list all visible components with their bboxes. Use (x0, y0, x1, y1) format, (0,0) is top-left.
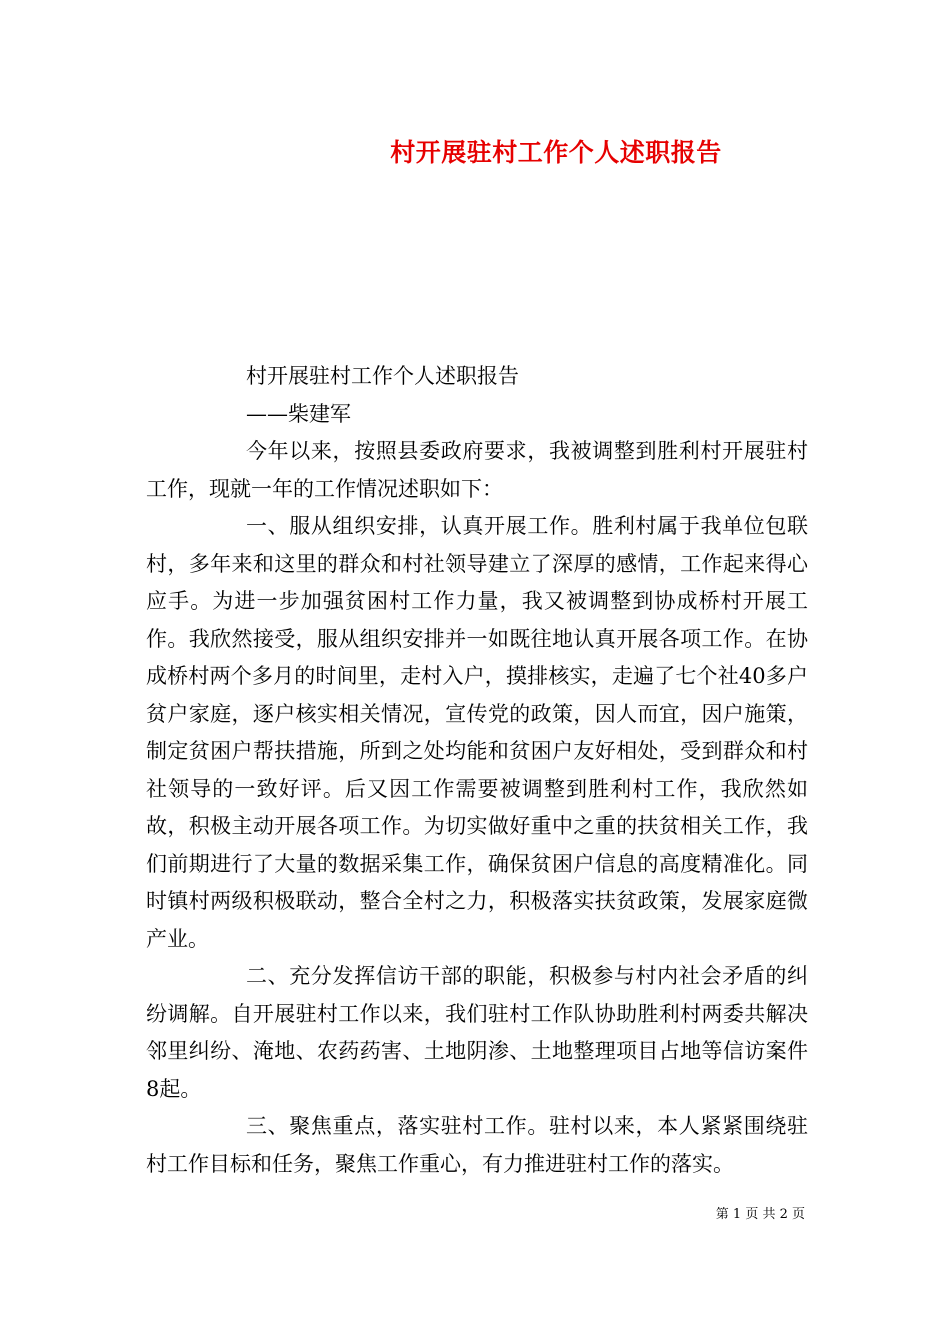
document-author: ——柴建军 (246, 401, 351, 426)
document-header-title: 村开展驻村工作个人述职报告 (390, 138, 722, 167)
page-number-footer: 第 1 页 共 2 页 (715, 1207, 805, 1222)
document-subtitle: 村开展驻村工作个人述职报告 (246, 364, 519, 388)
paragraph-section-3: 三、聚焦重点，落实驻村工作。驻村以来，本人紧紧围绕驻村工作目标和任务，聚焦工作重心，有力推进驻村工作的落实。 (146, 1114, 808, 1176)
paragraph-intro: 今年以来，按照县委政府要求，我被调整到胜利村开展驻村工作，现就一年的工作情况述职如下： (146, 439, 808, 501)
paragraph-section-2: 二、充分发挥信访干部的职能，积极参与村内社会矛盾的纠纷调解。自开展驻村工作以来，我们驻村工作队协助胜利村两委共解决邻里纠纷、淹地、农药药害、土地阴渗、土地整理项目占地等信访案件8起。 (146, 964, 808, 1101)
document-body (146, 358, 808, 1183)
paragraph-section-1: 一、服从组织安排，认真开展工作。胜利村属于我单位包联村，多年来和这里的群众和村社领导建立了深厚的感情，工作起来得心应手。为进一步加强贫困村工作力量，我又被调整到协成桥村开展工作。我欣然接受，服从组织安排并一如既往地认真开展各项工作。在协成桥村两个多月的时间里，走村入户，摸排核实，走遍了七个社40多户贫户家庭，逐户核实相关情况，宣传党的政策，因人而宜，因户施策，制定贫困户帮扶措施，所到之处均能和贫困户友好相处，受到群众和村社领导的一致好评。后又因工作需要被调整到胜利村工作，我欣然如故，积极主动开展各项工作。为切实做好重中之重的扶贫相关工作，我们前期进行了大量的数据采集工作，确保贫困户信息的高度精准化。同时镇村两级积极联动，整合全村之力，积极落实扶贫政策，发展家庭微产业。 (146, 514, 808, 951)
